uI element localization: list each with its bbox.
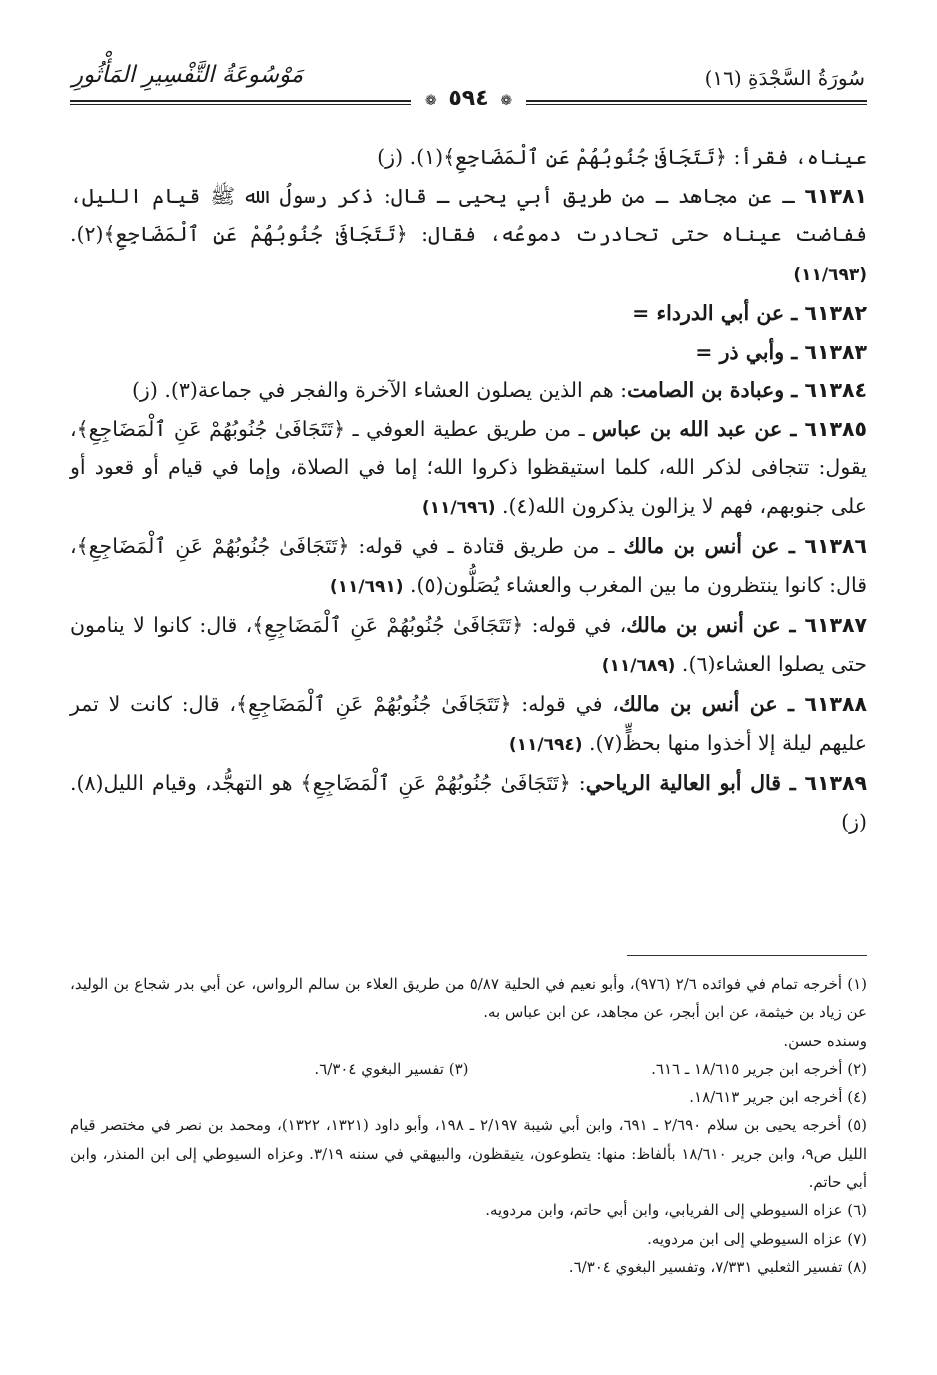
narrator-name: ـ عن عبد الله بن عباس xyxy=(592,416,805,441)
footnote-4: (٤) أخرجه ابن جرير ١٨/٦١٣. xyxy=(689,1088,867,1107)
entry-number: ٦١٣٨٣ xyxy=(804,339,867,364)
entry-number: ٦١٣٨٧ xyxy=(804,613,868,637)
main-text xyxy=(70,138,867,841)
entry-text: ، في قوله: ﴿تَتَجَافَىٰ جُنُوبُهُمْ عَنِ ٱلْمَضَاجِعِ﴾، قال: كانت لا تمر عليهم ليلة إلا أخذوا منها بحظٍّ(٧). xyxy=(70,692,867,755)
volume-ref: (١١/٦٩٣) xyxy=(793,264,867,285)
entry-text: : ﴿تَتَجَافَىٰ جُنُوبُهُمْ عَنِ ٱلْمَضَاجِعِ﴾ هو التهجُّد، وقيام الليل(٨). (ز) xyxy=(70,771,867,834)
entry-number: ٦١٣٨٨ xyxy=(804,692,867,716)
page-number-box xyxy=(411,86,526,111)
volume-ref: (١١/٦٩٤) xyxy=(508,734,583,755)
entry-61381 xyxy=(70,177,867,295)
volume-ref: (١١/٦٩٦) xyxy=(421,497,496,518)
entry-61383 xyxy=(70,333,867,372)
entry-text: ـ من طريق قتادة ـ في قوله: ﴿تَتَجَافَىٰ جُنُوبُهُمْ عَنِ ٱلْمَضَاجِعِ﴾، قال: كانوا ينتظرون ما بين المغرب والعشاء يُصَلُّون(٥). xyxy=(70,534,867,597)
entry-61389 xyxy=(70,764,867,841)
ornament-icon: ❁ xyxy=(500,93,513,109)
footnote-2: (٢) أخرجه ابن جرير ١٨/٦١٥ ـ ٦١٦. xyxy=(651,1059,867,1078)
footnote-6: (٦) عزاه السيوطي إلى الفريابي، وابن أبي حاتم، وابن مردويه. xyxy=(485,1201,867,1220)
volume-ref: (١١/٦٨٩) xyxy=(601,655,676,676)
footnotes xyxy=(70,970,867,1281)
footnote-8: (٨) تفسير الثعلبي ٧/٣٣١، وتفسير البغوي ٦/٣٠٤. xyxy=(568,1257,867,1276)
entry-number: ٦١٣٨٥ xyxy=(804,416,867,441)
narrator-name: ـ وعبادة بن الصامت xyxy=(627,378,805,402)
footnote-row xyxy=(70,1055,867,1083)
volume-ref: (١١/٦٩١) xyxy=(329,576,404,597)
entry-61387 xyxy=(70,606,867,685)
paragraph-continuation: عيناه، فقرأ: ﴿تَتَجَافَىٰ جُنُوبُهُمْ عَنِ ٱلْمَضَاجِعِ﴾(١). (ز) xyxy=(377,145,867,169)
entry-61385 xyxy=(70,410,867,528)
entry-text: ـ وأبي ذر = xyxy=(695,339,805,364)
footnote-separator xyxy=(627,955,867,956)
book-title: مَوْسُوعَةُ التَّفْسِيرِ المَأْثُورِ xyxy=(72,62,304,88)
page-number: ٥٩٤ xyxy=(448,86,489,111)
footnote-3: (٣) تفسير البغوي ٦/٣٠٤. xyxy=(314,1059,469,1078)
entry-number: ٦١٣٨١ xyxy=(804,183,867,208)
entry-61386 xyxy=(70,527,867,606)
entry-number: ٦١٣٨٦ xyxy=(804,534,867,558)
entry-61382 xyxy=(70,294,867,333)
entry-text: : هم الذين يصلون العشاء الآخرة والفجر في جماعة(٣). (ز) xyxy=(131,378,628,402)
entry-number: ٦١٣٨٩ xyxy=(804,771,867,795)
narrator-name: ـ عن أنس بن مالك xyxy=(626,613,805,637)
narrator-name: ـ قال أبو العالية الرياحي xyxy=(585,771,805,795)
entry-text: ، في قوله: ﴿تَتَجَافَىٰ جُنُوبُهُمْ عَنِ ٱلْمَضَاجِعِ﴾، قال: كانوا لا ينامون حتى يصلوا العشاء(٦). xyxy=(70,613,867,676)
footnote-5: (٥) أخرجه يحيى بن سلام ٢/٦٩٠ ـ ٦٩١، وابن أبي شيبة ٢/١٩٧ ـ ١٩٨، وأبو داود (١٣٢١، ١٣٢٢)، ومحمد بن نصر في مختصر قيام الليل ص٩، وابن جرير ١٨/٦١٠ بألفاظ: منها: يتطوعون، يتيقظون، والبيهقي في سننه ٣/١٩. وعزاه السيوطي إلى ابن المنذر، وابن أبي حاتم. xyxy=(70,1116,867,1192)
narrator-name: ـ عن أنس بن مالك xyxy=(618,692,805,716)
surah-title: سُورَةُ السَّجْدَةِ (١٦) xyxy=(704,66,865,90)
entry-text: ـ عن أبي الدرداء = xyxy=(632,301,805,325)
footnote-1: (١) أخرجه تمام في فوائده ٢/٦ (٩٧٦)، وأبو نعيم في الحلية ٥/٨٧ من طريق العلاء بن سالم الرواس، عن أبي بدر شجاع بن الوليد، عن زياد بن خيثمة، عن ابن أبجر، عن مجاهد، عن ابن عباس به. xyxy=(70,975,867,1022)
entry-text: ـ عن مجاهد ـ من طريق أبي يحيى ـ قال: ذكر رسولُ الله ﷺ قيام الليل، ففاضت عيناه حتى تحادرت دموعُه، فقال: ﴿تَتَجَافَىٰ جُنُوبُهُمْ عَنِ ٱلْمَضَاجِعِ﴾(٢). xyxy=(70,183,867,246)
footnote-1-grade: وسنده حسن. xyxy=(783,1031,867,1050)
entry-61388 xyxy=(70,685,867,764)
narrator-name: ـ عن أنس بن مالك xyxy=(623,534,805,558)
ornament-icon: ❁ xyxy=(424,93,437,109)
entry-number: ٦١٣٨٤ xyxy=(804,378,867,402)
footnote-7: (٧) عزاه السيوطي إلى ابن مردويه. xyxy=(647,1229,867,1248)
entry-61384 xyxy=(70,371,867,410)
entry-text: ـ من طريق عطية العوفي ـ ﴿تَتَجَافَىٰ جُنُوبُهُمْ عَنِ ٱلْمَضَاجِعِ﴾، يقول: تتجافى لذكر الله، كلما استيقظوا ذكروا الله؛ إما في الصلاة، وإما في قيام أو قعود أو على جنوبهم، فهم لا يزالون يذكرون الله(٤). xyxy=(70,416,867,518)
entry-number: ٦١٣٨٢ xyxy=(804,301,867,325)
